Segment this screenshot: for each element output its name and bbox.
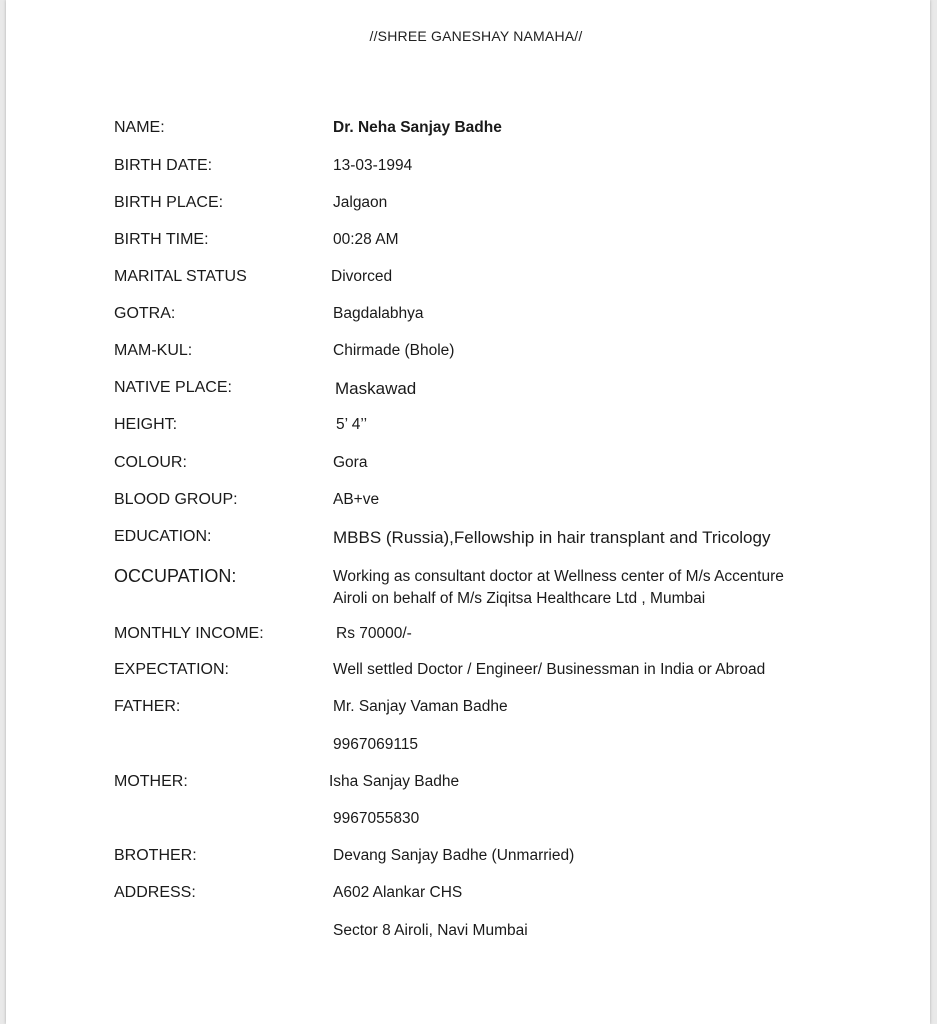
value-birth-time: 00:28 AM bbox=[333, 231, 399, 248]
value-mam-kul: Chirmade (Bhole) bbox=[333, 342, 455, 359]
label-monthly-income: MONTHLY INCOME: bbox=[114, 625, 264, 642]
label-height: HEIGHT: bbox=[114, 416, 178, 433]
value-mother-phone: 9967055830 bbox=[333, 810, 420, 827]
label-father: FATHER: bbox=[114, 698, 181, 715]
biodata-page bbox=[6, 0, 930, 1024]
value-occupation bbox=[333, 566, 853, 610]
value-mother: Isha Sanjay Badhe bbox=[329, 773, 460, 790]
value-address-line1: A602 Alankar CHS bbox=[333, 884, 463, 901]
label-birth-time: BIRTH TIME: bbox=[114, 231, 209, 248]
value-birth-place: Jalgaon bbox=[333, 194, 388, 211]
label-blood-group: BLOOD GROUP: bbox=[114, 491, 238, 508]
label-occupation: OCCUPATION: bbox=[114, 566, 237, 586]
label-mam-kul: MAM-KUL: bbox=[114, 342, 193, 359]
value-name: Dr. Neha Sanjay Badhe bbox=[333, 119, 502, 136]
value-marital-status: Divorced bbox=[331, 268, 393, 285]
label-native-place: NATIVE PLACE: bbox=[114, 379, 232, 396]
value-expectation: Well settled Doctor / Engineer/ Businessman in India or Abroad bbox=[333, 661, 766, 678]
label-marital-status: MARITAL STATUS bbox=[114, 268, 247, 285]
value-native-place: Maskawad bbox=[335, 379, 417, 398]
label-birth-place: BIRTH PLACE: bbox=[114, 194, 224, 211]
value-gotra: Bagdalabhya bbox=[333, 305, 424, 322]
value-height: 5’ 4’’ bbox=[336, 416, 368, 433]
label-colour: COLOUR: bbox=[114, 454, 187, 471]
value-blood-group: AB+ve bbox=[333, 491, 380, 508]
value-father: Mr. Sanjay Vaman Badhe bbox=[333, 698, 508, 715]
label-name: NAME: bbox=[114, 119, 165, 136]
label-gotra: GOTRA: bbox=[114, 305, 176, 322]
value-address-line2: Sector 8 Airoli, Navi Mumbai bbox=[333, 922, 528, 939]
value-colour: Gora bbox=[333, 454, 368, 471]
value-brother: Devang Sanjay Badhe (Unmarried) bbox=[333, 847, 575, 864]
label-brother: BROTHER: bbox=[114, 847, 197, 864]
value-occupation-line2: Airoli on behalf of M/s Ziqitsa Healthcare Ltd , Mumbai bbox=[333, 590, 706, 607]
value-occupation-line1: Working as consultant doctor at Wellness center of M/s Accenture bbox=[333, 568, 784, 585]
value-birth-date: 13-03-1994 bbox=[333, 157, 413, 174]
page-header: //SHREE GANESHAY NAMAHA// bbox=[369, 28, 583, 44]
label-education: EDUCATION: bbox=[114, 528, 212, 545]
label-address: ADDRESS: bbox=[114, 884, 196, 901]
label-birth-date: BIRTH DATE: bbox=[114, 157, 213, 174]
label-mother: MOTHER: bbox=[114, 773, 188, 790]
value-education: MBBS (Russia),Fellowship in hair transplant and Tricology bbox=[333, 528, 771, 547]
label-expectation: EXPECTATION: bbox=[114, 661, 229, 678]
value-monthly-income: Rs 70000/- bbox=[336, 625, 412, 642]
value-father-phone: 9967069115 bbox=[333, 736, 419, 753]
